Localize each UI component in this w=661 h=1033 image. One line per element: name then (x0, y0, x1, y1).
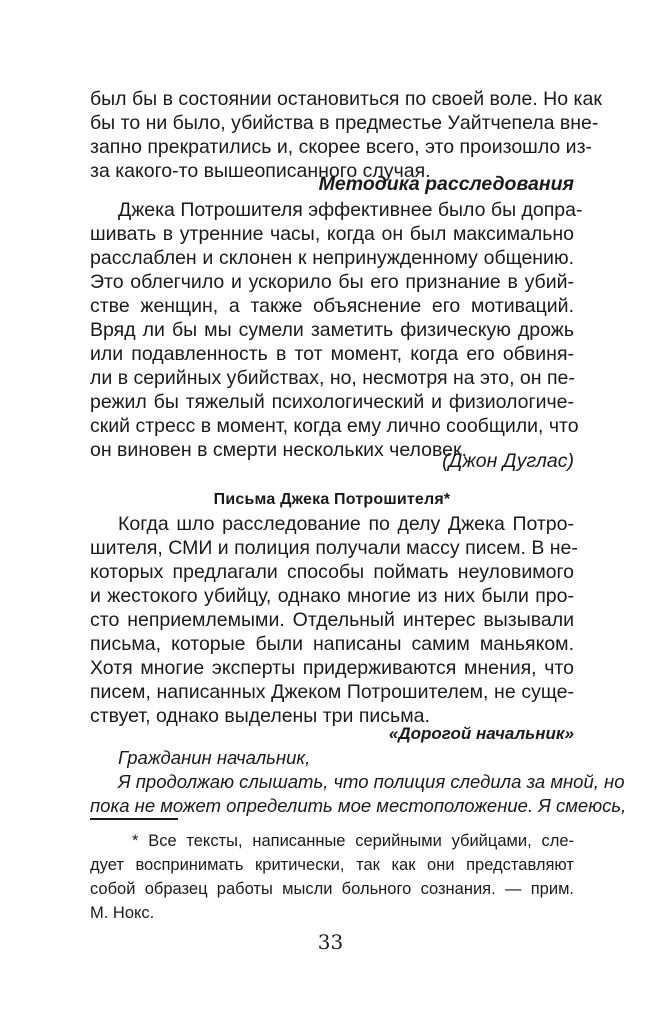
footnote-line: дует воспринимать критически, так как они представляют (90, 856, 574, 874)
paragraph-line: режил бы тяжелый психологический и физиологиче- (90, 391, 574, 413)
paragraph-line: был бы в состоянии остановиться по своей воле. Но как (90, 88, 602, 110)
paragraph-line: и жестокого убийцу, однако многие из них были про- (90, 585, 574, 607)
section-heading: Письма Джека Потрошителя* (213, 491, 451, 508)
footnote-line: * Все тексты, написанные серийными убийцами, сле- (132, 832, 574, 850)
footnote-line: собой образец работы мысли больного сознания. — прим. (90, 880, 574, 898)
paragraph-line: Это облегчило и ускорило бы его признание в убий- (90, 271, 574, 293)
paragraph-line: стве женщин, а также объяснение его мотиваций. (90, 295, 574, 317)
paragraph-line: сто неприемлемыми. Отдельный интерес вызывали (90, 609, 574, 631)
paragraph-line: Хотя многие эксперты придерживаются мнения, что (90, 657, 574, 679)
letter-line: Я продолжаю слышать, что полиция следила за мной, но (118, 771, 625, 792)
section-title: Методика расследования (318, 173, 574, 195)
paragraph-line: или подавленность в тот момент, когда его обвиня- (90, 343, 574, 365)
paragraph-line: которых предлагали способы поймать неуловимого (90, 561, 574, 583)
paragraph-line: Вряд ли бы мы сумели заметить физическую дрожь (90, 319, 574, 341)
paragraph-line: шивать в утренние часы, когда он был максимально (90, 223, 574, 245)
paragraph-line: шителя, СМИ и полиция получали массу писем. В не- (90, 537, 578, 559)
paragraph-line: Когда шло расследование по делу Джека Потро- (118, 513, 574, 535)
paragraph-line: ли в серийных убийствах, но, несмотря на это, он пе- (90, 367, 575, 389)
author-attribution: (Джон Дуглас) (442, 450, 574, 472)
footnote-divider (90, 818, 178, 820)
paragraph-line: ский стресс в момент, когда ему лично сообщили, что (90, 415, 579, 437)
page-number: 33 (317, 930, 344, 954)
letter-line: Гражданин начальник, (118, 747, 311, 768)
paragraph-line: запно прекратились и, скорее всего, это произошло из- (90, 136, 593, 158)
paragraph-line: он виновен в смерти нескольких человек. (90, 439, 467, 461)
footnote-line: М. Нокс. (90, 904, 155, 922)
paragraph-line: писем, написанных Джеком Потрошителем, не суще- (90, 681, 574, 703)
paragraph-line: Джека Потрошителя эффективнее было бы допра- (118, 199, 583, 221)
paragraph-line: бы то ни было, убийства в предместье Уайтчепела вне- (90, 112, 599, 134)
letter-line: пока не может определить мое местоположение. Я смеюсь, (90, 795, 627, 816)
paragraph-line: ствует, однако выделены три письма. (90, 705, 430, 727)
paragraph-line: за какого-то вышеописанного случая. (90, 160, 431, 182)
paragraph-line: расслаблен и склонен к непринужденному общению. (90, 247, 574, 269)
letter-title: «Дорогой начальник» (388, 724, 574, 743)
paragraph-line: письма, которые были написаны самим маньяком. (90, 633, 574, 655)
